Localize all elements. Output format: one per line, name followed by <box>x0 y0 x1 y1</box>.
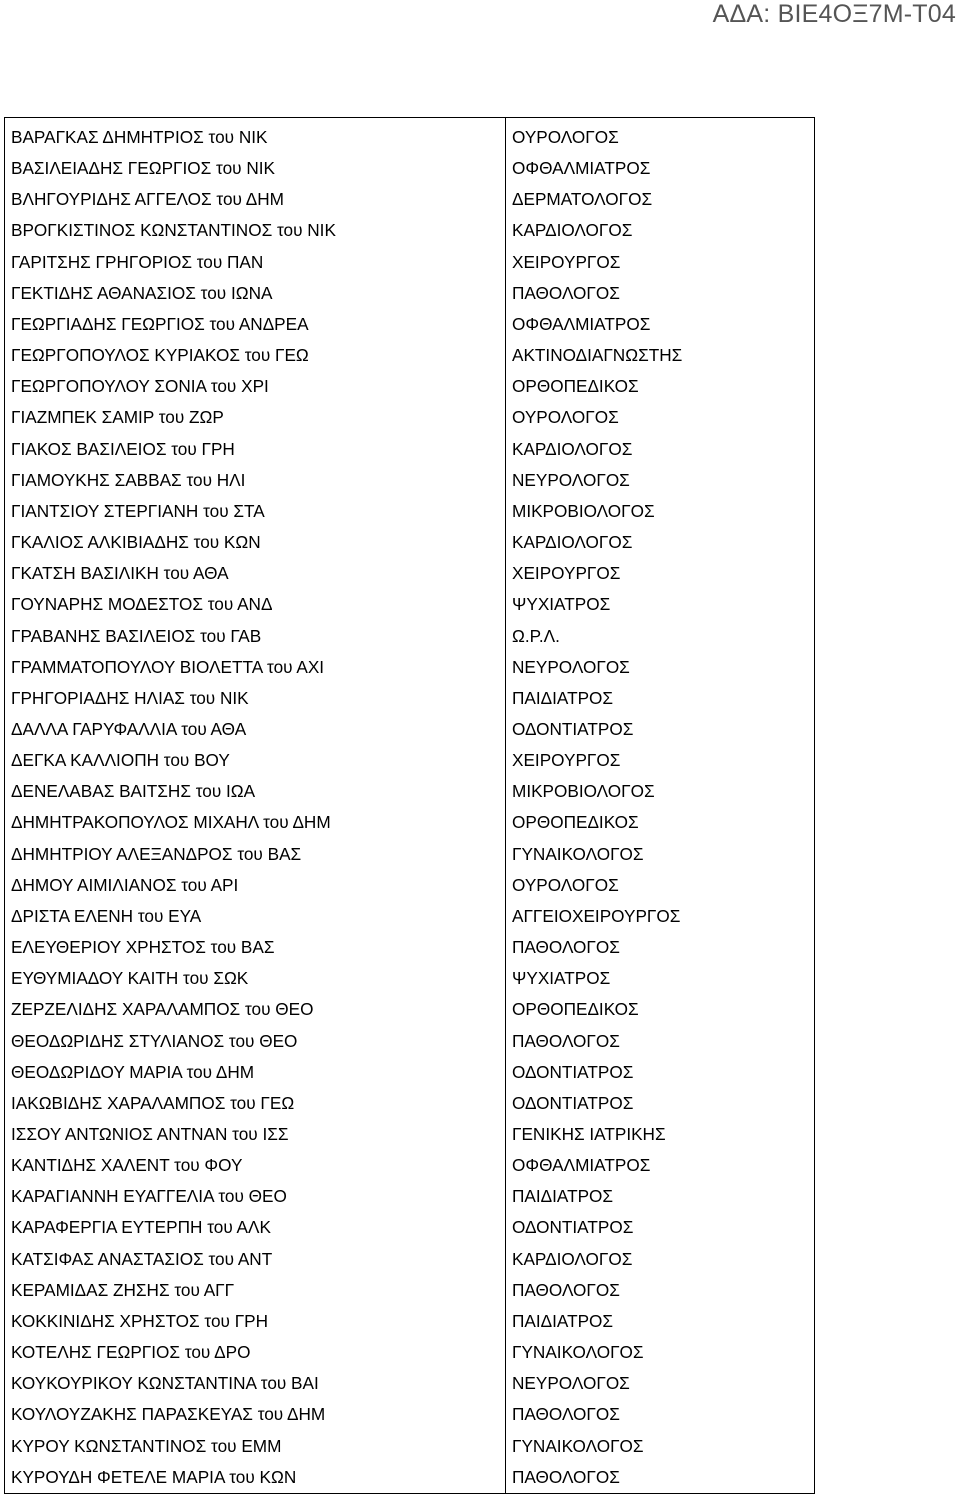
doctor-name: ΚΑΝΤΙΔΗΣ ΧΑΛΕΝΤ του ΦΟΥ <box>11 1155 243 1176</box>
doctor-specialty: ΠΑΙΔΙΑΤΡΟΣ <box>512 1310 614 1331</box>
doctor-specialty: ΟΦΘΑΛΜΙΑΤΡΟΣ <box>512 313 651 334</box>
doctor-specialty: ΓΥΝΑΙΚΟΛΟΓΟΣ <box>512 843 644 864</box>
doctor-specialty: ΟΥΡΟΛΟΓΟΣ <box>512 874 619 895</box>
names-column <box>5 118 506 1494</box>
doctor-name: ΘΕΟΔΩΡΙΔΗΣ ΣΤΥΛΙΑΝΟΣ του ΘΕΟ <box>11 1030 298 1051</box>
doctor-name: ΒΡΟΓΚΙΣΤΙΝΟΣ ΚΩΝΣΤΑΝΤΙΝΟΣ του ΝΙΚ <box>11 220 336 241</box>
doctor-name: ΓΡΑΜΜΑΤΟΠΟΥΛΟΥ ΒΙΟΛΕΤΤΑ του ΑΧΙ <box>11 656 325 677</box>
doctor-specialty: ΟΔΟΝΤΙΑΤΡΟΣ <box>512 1061 634 1082</box>
doctor-name: ΙΑΚΩΒΙΔΗΣ ΧΑΡΑΛΑΜΠΟΣ του ΓΕΩ <box>11 1092 295 1113</box>
doctor-specialty: ΟΥΡΟΛΟΓΟΣ <box>512 127 619 147</box>
doctor-specialty: ΚΑΡΔΙΟΛΟΓΟΣ <box>512 220 633 241</box>
doctor-specialty: ΟΔΟΝΤΙΑΤΡΟΣ <box>512 718 634 739</box>
doctor-name: ΚΟΥΛΟΥΖΑΚΗΣ ΠΑΡΑΣΚΕΥΑΣ του ΔΗΜ <box>11 1404 326 1425</box>
doctor-name: ΚΟΤΕΛΗΣ ΓΕΩΡΓΙΟΣ του ΔΡΟ <box>11 1342 251 1363</box>
doctor-specialty: ΟΡΘΟΠΕΔΙΚΟΣ <box>512 999 639 1020</box>
doctor-name: ΓΙΑΚΟΣ ΒΑΣΙΛΕΙΟΣ του ΓΡΗ <box>11 438 235 459</box>
doctor-specialty: ΑΓΓΕΙΟΧΕΙΡΟΥΡΓΟΣ <box>512 905 681 926</box>
doctor-name: ΕΥΘΥΜΙΑΔΟΥ ΚΑΙΤΗ του ΣΩΚ <box>11 968 249 989</box>
doctor-specialty: ΠΑΘΟΛΟΓΟΣ <box>512 1404 620 1425</box>
doctor-name: ΓΟΥΝΑΡΗΣ ΜΟΔΕΣΤΟΣ του ΑΝΔ <box>11 594 273 615</box>
doctor-name: ΒΑΣΙΛΕΙΑΔΗΣ ΓΕΩΡΓΙΟΣ του ΝΙΚ <box>11 158 275 179</box>
doctor-name: ΔΕΓΚΑ ΚΑΛΛΙΟΠΗ του ΒΟΥ <box>11 750 230 771</box>
doctor-specialty: ΜΙΚΡΟΒΙΟΛΟΓΟΣ <box>512 781 655 802</box>
doctor-name: ΓΕΩΡΓΟΠΟΥΛΟΣ ΚΥΡΙΑΚΟΣ του ΓΕΩ <box>11 345 309 366</box>
doctor-name: ΚΟΥΚΟΥΡΙΚΟΥ ΚΩΝΣΤΑΝΤΙΝΑ του ΒΑΙ <box>11 1373 319 1394</box>
doctor-name: ΘΕΟΔΩΡΙΔΟΥ ΜΑΡΙΑ του ΔΗΜ <box>11 1061 255 1082</box>
doctor-specialty: ΠΑΘΟΛΟΓΟΣ <box>512 937 620 958</box>
doctor-specialty: ΧΕΙΡΟΥΡΓΟΣ <box>512 750 621 771</box>
doctor-name: ΚΑΡΑΦΕΡΓΙΑ ΕΥΤΕΡΠΗ του ΑΛΚ <box>11 1217 271 1238</box>
doctor-name: ΚΕΡΑΜΙΔΑΣ ΖΗΣΗΣ του ΑΓΓ <box>11 1279 235 1300</box>
doctor-specialty: ΟΥΡΟΛΟΓΟΣ <box>512 407 619 428</box>
doctor-name: ΔΗΜΟΥ ΑΙΜΙΛΙΑΝΟΣ του ΑΡΙ <box>11 874 239 895</box>
doctor-specialty: ΟΡΘΟΠΕΔΙΚΟΣ <box>512 812 639 833</box>
doctor-specialty: ΟΔΟΝΤΙΑΤΡΟΣ <box>512 1092 634 1113</box>
doctor-name: ΓΕΚΤΙΔΗΣ ΑΘΑΝΑΣΙΟΣ του ΙΩΝΑ <box>11 282 273 303</box>
doctor-name: ΒΑΡΑΓΚΑΣ ΔΗΜΗΤΡΙΟΣ του ΝΙΚ <box>11 127 268 147</box>
doctor-specialty: ΚΑΡΔΙΟΛΟΓΟΣ <box>512 438 633 459</box>
doctor-specialty: ΝΕΥΡΟΛΟΓΟΣ <box>512 656 630 677</box>
doctor-name: ΓΙΑΝΤΣΙΟΥ ΣΤΕΡΓΙΑΝΗ του ΣΤΑ <box>11 500 265 521</box>
doctor-name: ΓΚΑΤΣΗ ΒΑΣΙΛΙΚΗ του ΑΘΑ <box>11 563 229 584</box>
doctor-name: ΚΥΡΟΥ ΚΩΝΣΤΑΝΤΙΝΟΣ του ΕΜΜ <box>11 1435 282 1456</box>
doctor-specialty: ΑΚΤΙΝΟΔΙΑΓΝΩΣΤΗΣ <box>512 345 683 366</box>
doctor-name: ΓΕΩΡΓΟΠΟΥΛΟΥ ΣΟΝΙΑ του ΧΡΙ <box>11 376 269 397</box>
doctor-specialty: ΜΙΚΡΟΒΙΟΛΟΓΟΣ <box>512 500 655 521</box>
doctor-specialty: ΟΔΟΝΤΙΑΤΡΟΣ <box>512 1217 634 1238</box>
doctor-specialty: ΝΕΥΡΟΛΟΓΟΣ <box>512 1373 630 1394</box>
doctor-specialty: ΚΑΡΔΙΟΛΟΓΟΣ <box>512 1248 633 1269</box>
doctor-specialty: ΠΑΘΟΛΟΓΟΣ <box>512 1466 620 1487</box>
doctor-name: ΓΑΡΙΤΣΗΣ ΓΡΗΓΟΡΙΟΣ του ΠΑΝ <box>11 251 264 272</box>
doctor-name: ΚΑΡΑΓΙΑΝΝΗ ΕΥΑΓΓΕΛΙΑ του ΘΕΟ <box>11 1186 287 1207</box>
doctor-name: ΓΡΑΒΑΝΗΣ ΒΑΣΙΛΕΙΟΣ του ΓΑΒ <box>11 625 262 646</box>
doctors-table <box>4 117 815 1494</box>
doctor-name: ΓΕΩΡΓΙΑΔΗΣ ΓΕΩΡΓΙΟΣ του ΑΝΔΡΕΑ <box>11 313 309 334</box>
doctor-specialty: ΚΑΡΔΙΟΛΟΓΟΣ <box>512 532 633 553</box>
doctor-name: ΖΕΡΖΕΛΙΔΗΣ ΧΑΡΑΛΑΜΠΟΣ του ΘΕΟ <box>11 999 314 1020</box>
doctor-specialty: ΓΕΝΙΚΗΣ ΙΑΤΡΙΚΗΣ <box>512 1124 666 1144</box>
doctor-name: ΙΣΣΟΥ ΑΝΤΩΝΙΟΣ ΑΝΤΝΑΝ του ΙΣΣ <box>11 1124 289 1144</box>
doctor-specialty: ΟΦΘΑΛΜΙΑΤΡΟΣ <box>512 1155 651 1176</box>
doctor-specialty: ΠΑΙΔΙΑΤΡΟΣ <box>512 1186 614 1207</box>
doctor-specialty: ΧΕΙΡΟΥΡΓΟΣ <box>512 563 621 584</box>
doctor-specialty: ΓΥΝΑΙΚΟΛΟΓΟΣ <box>512 1342 644 1363</box>
doctor-name: ΓΚΑΛΙΟΣ ΑΛΚΙΒΙΑΔΗΣ του ΚΩΝ <box>11 532 261 553</box>
doctor-specialty: ΨΥΧΙΑΤΡΟΣ <box>512 594 611 615</box>
doctor-name: ΒΛΗΓΟΥΡΙΔΗΣ ΑΓΓΕΛΟΣ του ΔΗΜ <box>11 189 284 210</box>
doctor-name: ΔΡΙΣΤΑ ΕΛΕΝΗ του ΕΥΑ <box>11 905 202 926</box>
doctor-specialty: ΠΑΙΔΙΑΤΡΟΣ <box>512 687 614 708</box>
doctor-name: ΔΑΛΛΑ ΓΑΡΥΦΑΛΛΙΑ του ΑΘΑ <box>11 718 247 739</box>
doctor-name: ΚΥΡΟΥΔΗ ΦΕΤΕΛΕ ΜΑΡΙΑ του ΚΩΝ <box>11 1466 297 1487</box>
doctor-specialty: ΠΑΘΟΛΟΓΟΣ <box>512 282 620 303</box>
doctor-specialty: ΝΕΥΡΟΛΟΓΟΣ <box>512 469 630 490</box>
doctor-name: ΔΗΜΗΤΡΑΚΟΠΟΥΛΟΣ ΜΙΧΑΗΛ του ΔΗΜ <box>11 812 331 833</box>
ada-code-header: ΑΔΑ: ΒΙΕ4ΟΞ7Μ-Τ04 <box>712 0 956 28</box>
doctor-specialty: ΨΥΧΙΑΤΡΟΣ <box>512 968 611 989</box>
specialties-column <box>506 118 815 1494</box>
doctor-name: ΚΟΚΚΙΝΙΔΗΣ ΧΡΗΣΤΟΣ του ΓΡΗ <box>11 1310 269 1331</box>
doctor-specialty: ΟΦΘΑΛΜΙΑΤΡΟΣ <box>512 158 651 179</box>
doctor-specialty: Ω.Ρ.Λ. <box>512 625 560 646</box>
doctor-specialty: ΔΕΡΜΑΤΟΛΟΓΟΣ <box>512 189 653 210</box>
doctor-name: ΔΕΝΕΛΑΒΑΣ ΒΑΙΤΣΗΣ του ΙΩΑ <box>11 781 256 802</box>
doctor-specialty: ΧΕΙΡΟΥΡΓΟΣ <box>512 251 621 272</box>
doctor-name: ΓΙΑΖΜΠΕΚ ΣΑΜΙΡ του ΖΩΡ <box>11 407 224 428</box>
doctor-name: ΕΛΕΥΘΕΡΙΟΥ ΧΡΗΣΤΟΣ του ΒΑΣ <box>11 937 275 958</box>
table-row <box>5 118 815 1494</box>
doctor-name: ΓΙΑΜΟΥΚΗΣ ΣΑΒΒΑΣ του ΗΛΙ <box>11 469 246 490</box>
doctor-specialty: ΓΥΝΑΙΚΟΛΟΓΟΣ <box>512 1435 644 1456</box>
doctor-specialty: ΠΑΘΟΛΟΓΟΣ <box>512 1279 620 1300</box>
doctor-name: ΚΑΤΣΙΦΑΣ ΑΝΑΣΤΑΣΙΟΣ του ΑΝΤ <box>11 1248 273 1269</box>
doctor-name: ΓΡΗΓΟΡΙΑΔΗΣ ΗΛΙΑΣ του ΝΙΚ <box>11 687 249 708</box>
doctor-specialty: ΠΑΘΟΛΟΓΟΣ <box>512 1030 620 1051</box>
doctor-name: ΔΗΜΗΤΡΙΟΥ ΑΛΕΞΑΝΔΡΟΣ του ΒΑΣ <box>11 843 302 864</box>
doctor-specialty: ΟΡΘΟΠΕΔΙΚΟΣ <box>512 376 639 397</box>
